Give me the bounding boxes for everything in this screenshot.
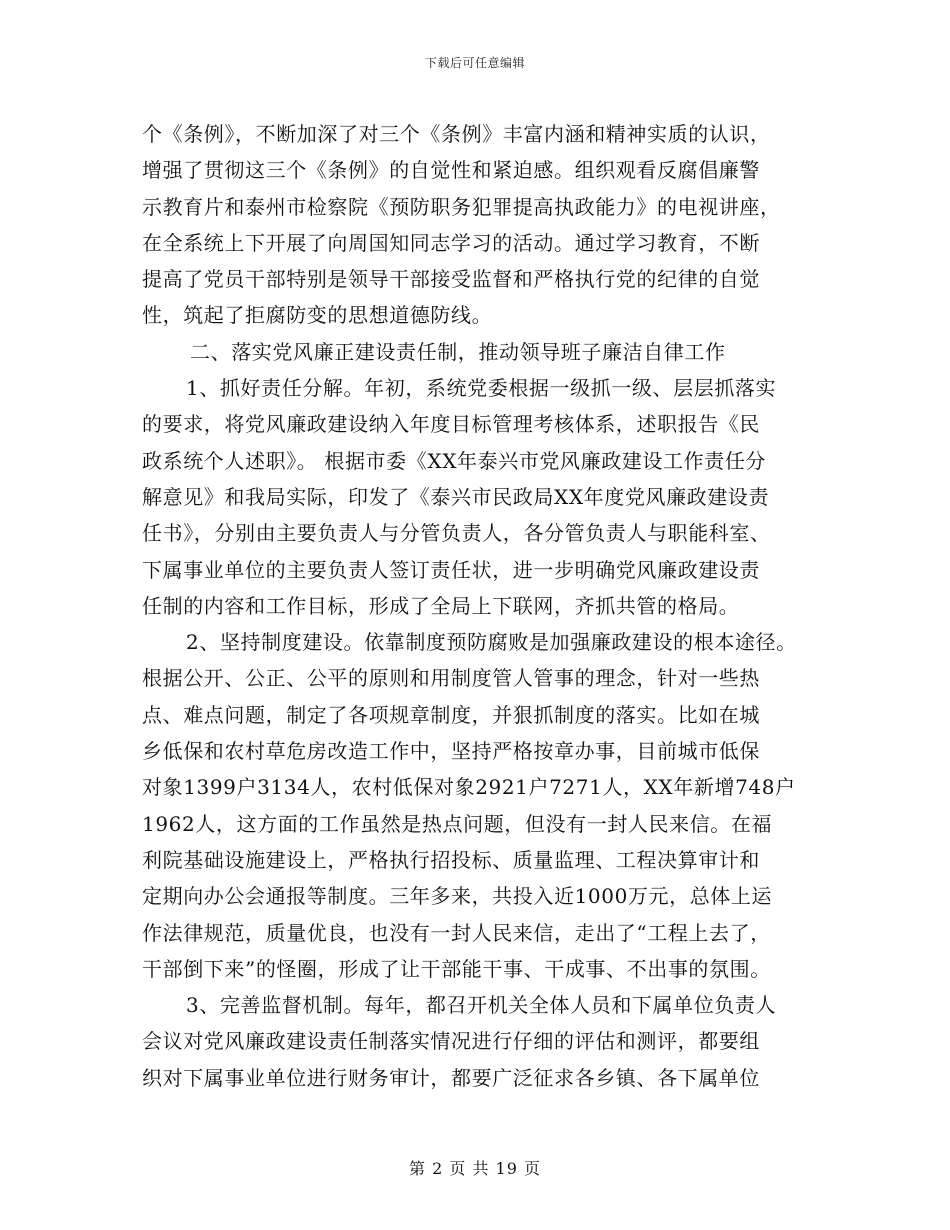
section-heading: 二、落实党风廉正建设责任制，推动领导班子廉洁自律工作 — [190, 339, 726, 364]
text-line: 政系统个人述职》。 根据市委《XX年泰兴市党风廉政建设工作责任分 — [142, 448, 767, 473]
text-line: 对象1399户3134人，农村低保对象2921户7271人，XX年新增748户 — [142, 775, 796, 800]
text-line: 解意见》和我局实际，印发了《泰兴市民政局XX年度党风廉政建设责 — [142, 484, 770, 509]
text-line: 作法律规范，质量优良，也没有一封人民来信，走出了“工程上去了， — [142, 920, 771, 945]
text-line: 下属事业单位的主要负责人签订责任状，进一步明确党风廉政建设责 — [142, 557, 760, 582]
document-body — [142, 116, 832, 1096]
page-header: 下载后可任意编辑 — [424, 56, 525, 70]
text-line: 会议对党风廉政建设责任制落实情况进行仔细的评估和测评，都要组 — [142, 1029, 760, 1054]
page-footer: 第 2 页 共 19 页 — [409, 1159, 541, 1178]
text-line: 定期向办公会通报等制度。三年多来，共投入近1000万元，总体上运 — [142, 884, 773, 909]
text-line: 提高了党员干部特别是领导干部接受监督和严格执行党的纪律的自觉 — [142, 267, 760, 292]
text-line: 增强了贯彻这三个《条例》的自觉性和紧迫感。组织观看反腐倡廉警 — [142, 158, 760, 183]
paragraph-first-line: 1、抓好责任分解。年初，系统党委根据一级抓一级、层层抓落实 — [186, 376, 777, 401]
text-line: 点、难点问题，制定了各项规章制度，并狠抓制度的落实。比如在城 — [142, 702, 760, 727]
paragraph-first-line: 3、完善监督机制。每年，都召开机关全体人员和下属单位负责人 — [186, 993, 777, 1018]
text-line: 利院基础设施建设上，严格执行招投标、质量监理、工程决算审计和 — [142, 847, 760, 872]
text-line: 性，筑起了拒腐防变的思想道德防线。 — [142, 303, 493, 328]
text-line: 织对下属事业单位进行财务审计，都要广泛征求各乡镇、各下属单位 — [142, 1065, 760, 1090]
text-line: 1962人，这方面的工作虽然是热点问题，但没有一封人民来信。在福 — [142, 811, 773, 836]
text-line: 根据公开、公正、公平的原则和用制度管人管事的理念，针对一些热 — [142, 666, 760, 691]
text-line: 的要求，将党风廉政建设纳入年度目标管理考核体系，述职报告《民 — [142, 412, 760, 437]
text-line: 干部倒下来”的怪圈，形成了让干部能干事、干成事、不出事的氛围。 — [142, 956, 771, 981]
paragraph-first-line: 2、坚持制度建设。依靠制度预防腐败是加强廉政建设的根本途径。 — [186, 630, 797, 655]
text-line: 示教育片和泰州市检察院《预防职务犯罪提高执政能力》的电视讲座， — [142, 194, 781, 219]
text-line: 乡低保和农村草危房改造工作中，坚持严格按章办事，目前城市低保 — [142, 739, 760, 764]
text-line: 任制的内容和工作目标，形成了全局上下联网，齐抓共管的格局。 — [142, 593, 740, 618]
text-line: 个《条例》，不断加深了对三个《条例》丰富内涵和精神实质的认识， — [142, 122, 771, 146]
text-line: 在全系统上下开展了向周国知同志学习的活动。通过学习教育，不断 — [142, 230, 760, 255]
text-line: 任书》，分别由主要负责人与分管负责人，各分管负责人与职能科室、 — [142, 521, 771, 546]
